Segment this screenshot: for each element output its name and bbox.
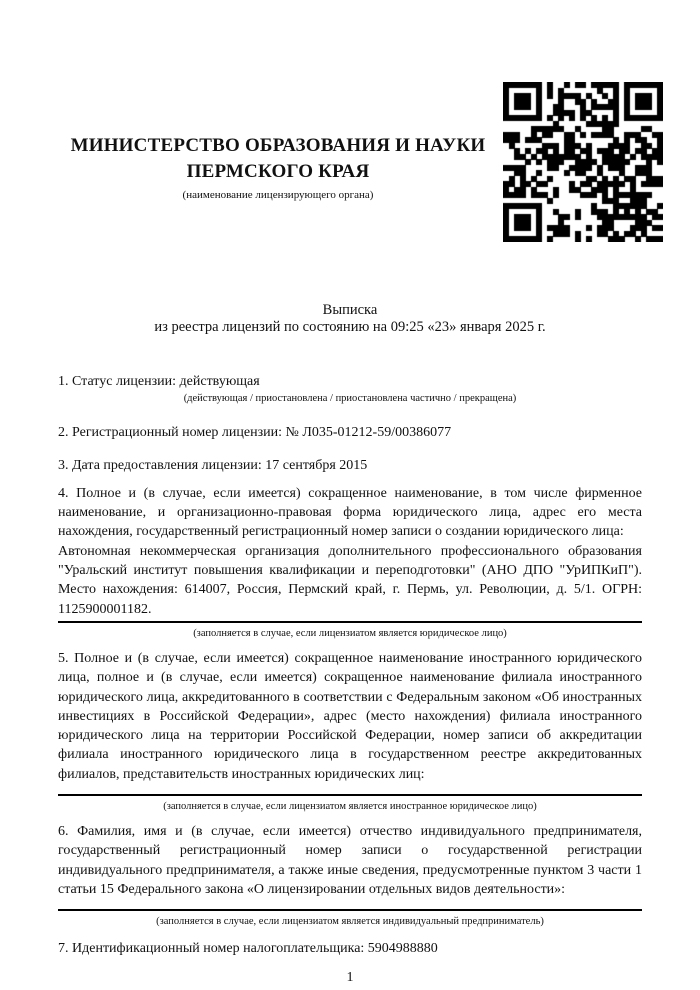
taxpayer-id-item: 7. Идентификационный номер налогоплательщика: 5904988880 — [58, 941, 438, 957]
foreign-entity-caption: (заполняется в случае, если лицензиатом является иностранное юридическое лицо) — [163, 801, 537, 813]
legal-entity-answer: Автономная некоммерческая организация дополнительного профессионального образования "Уральский институт повышения квалификации и переподготовки" (АНО ДПО "УрИПКиП"). Место нахождения: 614007, Россия, Пермский край, г. Пермь, ул. Революции, д. 5/1. ОГРН: 1125900001182. — [58, 543, 642, 617]
legal-entity-caption: (заполняется в случае, если лицензиатом является юридическое лицо) — [193, 627, 507, 639]
fill-line — [58, 621, 642, 623]
ministry-name — [58, 133, 498, 185]
ministry-caption: (наименование лицензирующего органа) — [182, 189, 374, 201]
doc-title — [58, 302, 642, 336]
legal-entity-section — [58, 484, 642, 641]
doc-title-line1: Выписка — [322, 302, 378, 318]
doc-title-line2: из реестра лицензий по состоянию на 09:25 «23» января 2025 г. — [154, 319, 546, 335]
foreign-entity-section — [58, 649, 642, 814]
page-number: 1 — [346, 969, 354, 985]
foreign-entity-question: 5. Полное и (в случае, если имеется) сокращенное наименование иностранного юридического лица, полное и (в случае, если имеется) сокращенное наименование филиала иностранного юридического лица, аккредитованного в соответствии с Федеральным законом «Об иностранных инвестициях в Российской Федерации», адрес (место нахождения) филиала иностранного юридического лица на территории Российской Федерации, номер записи об аккредитации филиала иностранного юридического лица в государственном реестре аккредитованных филиалов, представительств иностранных юридических лиц: — [58, 650, 642, 782]
legal-entity-question: 4. Полное и (в случае, если имеется) сокращенное наименование, в том числе фирменное наименование, и организационно-правовая форма юридического лица, адрес его места нахождения, государственный регистрационный номер записи о создании юридического лица: — [58, 485, 642, 540]
document-content — [58, 0, 642, 987]
fill-line — [58, 794, 642, 796]
license-date-item: 3. Дата предоставления лицензии: 17 сентября 2015 — [58, 457, 368, 473]
entrepreneur-question: 6. Фамилия, имя и (в случае, если имеется) отчество индивидуального предпринимателя, государственный регистрационный номер записи о государственной регистрации индивидуального предпринимателя, а также иные сведения, предусмотренные пунктом 3 части 1 статьи 15 Федерального закона «О лицензировании отдельных видов деятельности»: — [58, 824, 642, 897]
license-status-item: 1. Статус лицензии: действующая — [58, 374, 260, 389]
ministry-header — [58, 133, 498, 202]
entrepreneur-section — [58, 822, 642, 929]
license-status-caption: (действующая / приостановлена / приостановлена частично / прекращена) — [183, 393, 517, 405]
fill-line — [58, 909, 642, 911]
ministry-name-line2: ПЕРМСКОГО КРАЯ — [186, 161, 370, 182]
entrepreneur-caption: (заполняется в случае, если лицензиатом является индивидуальный предприниматель) — [156, 916, 544, 928]
ministry-name-line1: МИНИСТЕРСТВО ОБРАЗОВАНИЯ И НАУКИ — [70, 135, 486, 156]
license-number-item: 2. Регистрационный номер лицензии: № Л035-01212-59/00386077 — [58, 425, 452, 441]
